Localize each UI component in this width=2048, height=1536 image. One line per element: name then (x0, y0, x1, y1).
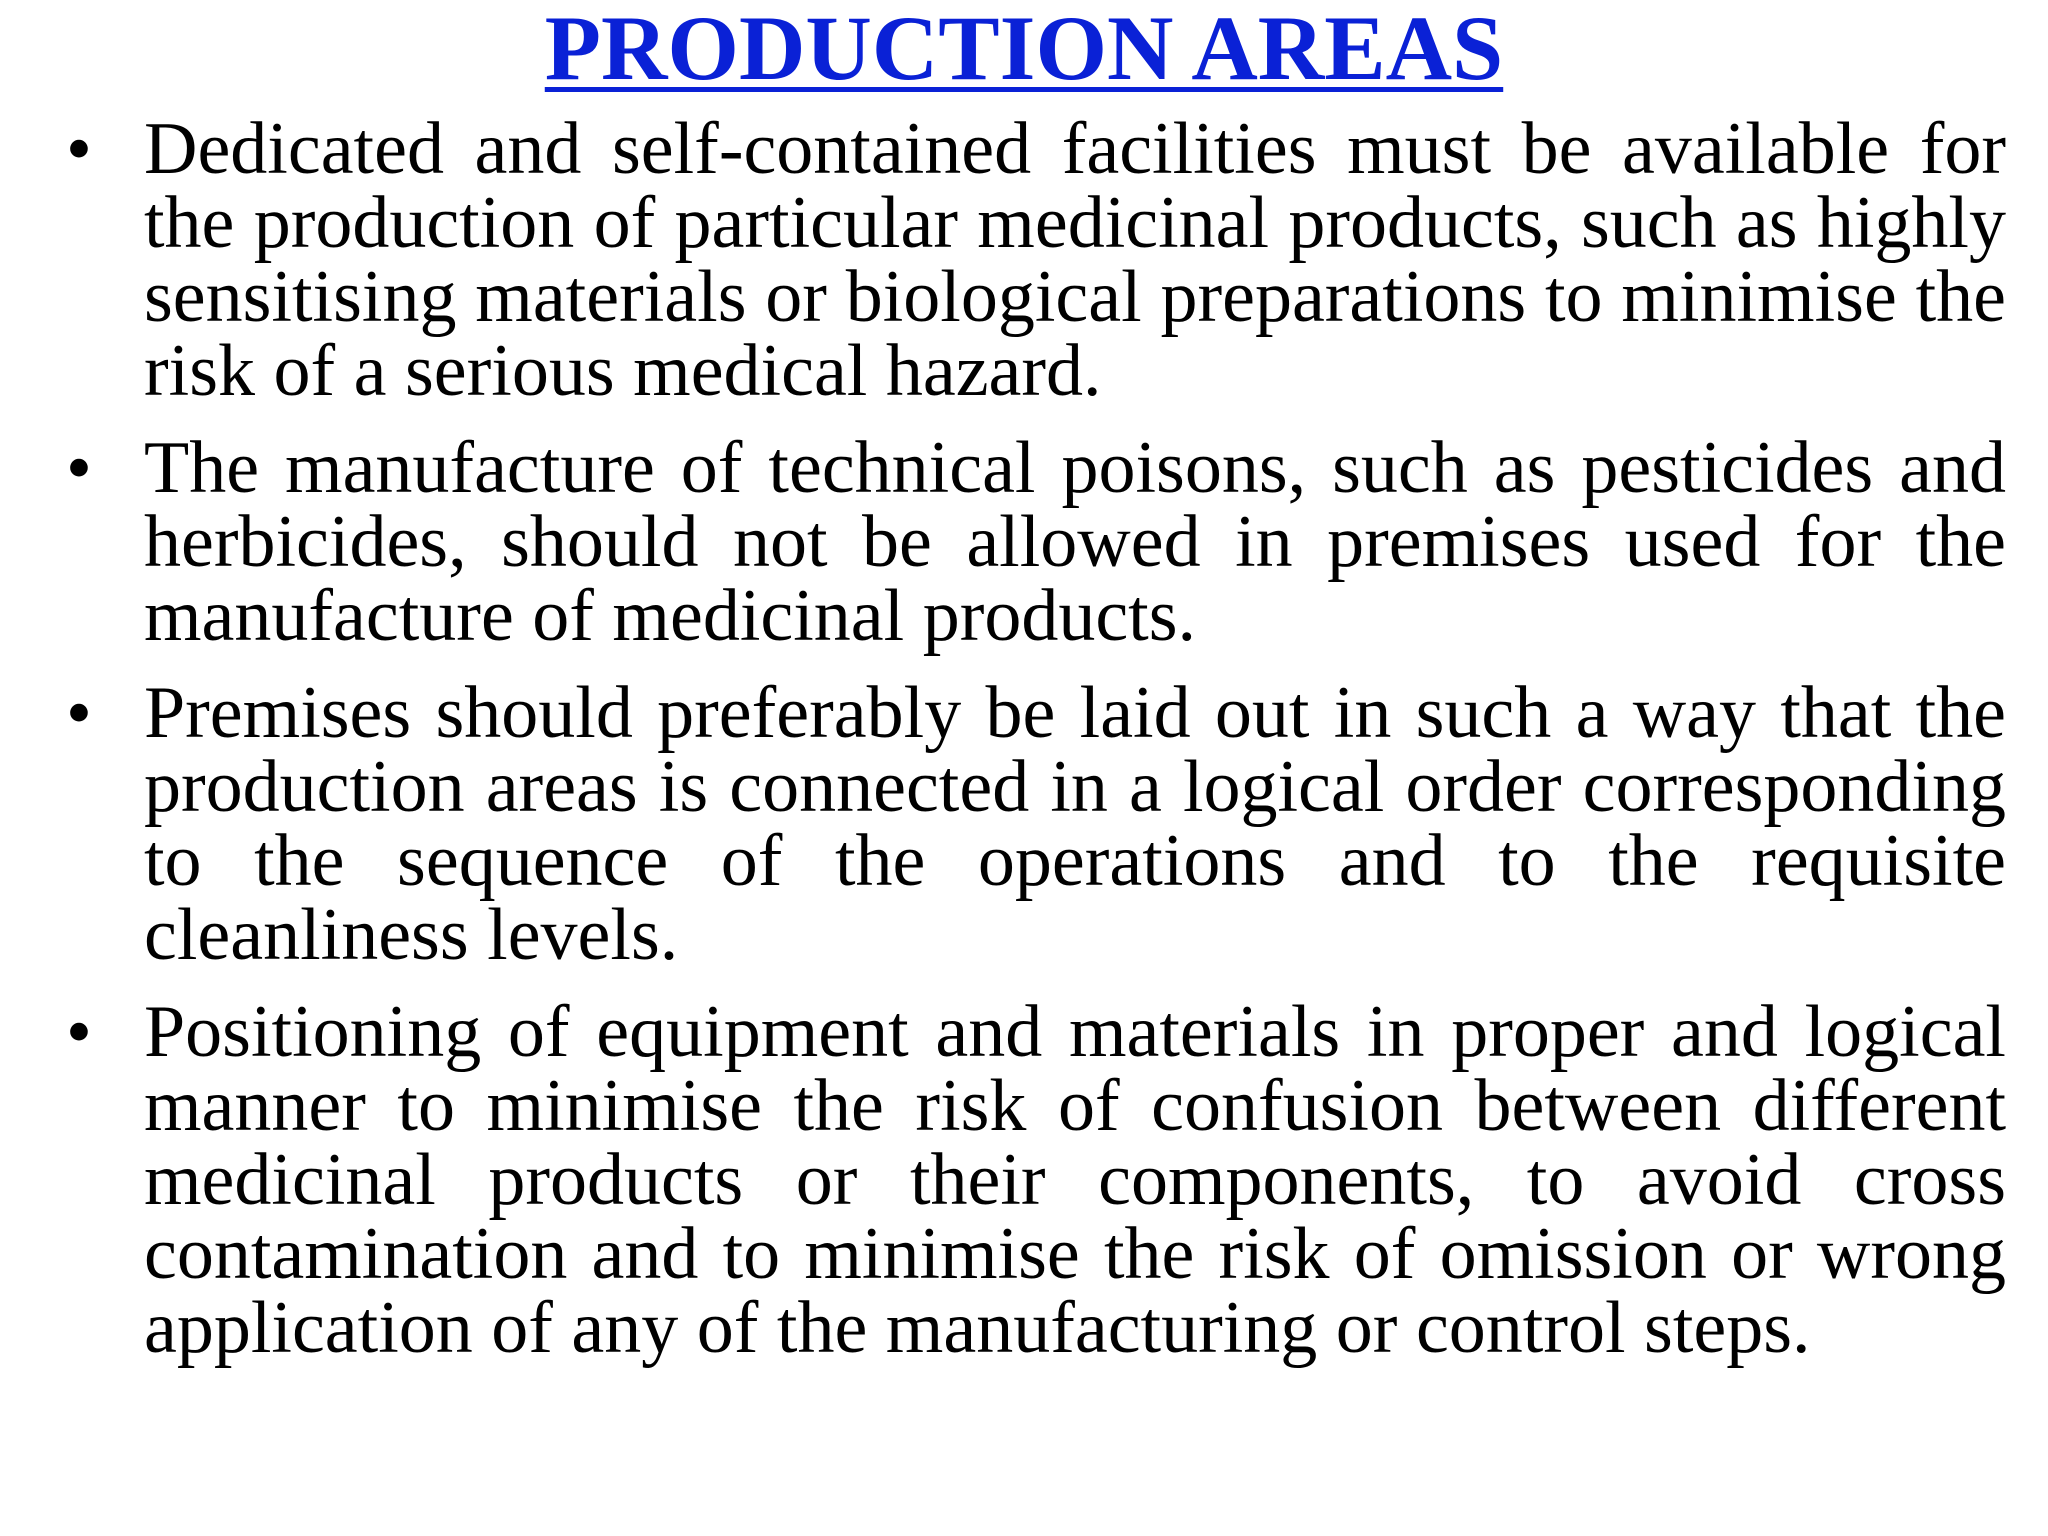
bullet-text: The manufacture of technical poisons, such as pesticides and herbicides, should not be allowed in premises used for the manufacture of medicinal products. (144, 427, 2006, 657)
bullet-text: Premises should preferably be laid out in such a way that the production areas is connected in a logical order corresponding to the sequence of the operations and to the requisite cleanliness levels. (144, 672, 2006, 976)
bullet-item (56, 108, 2006, 412)
bullet-dot-icon: • (66, 108, 92, 190)
bullet-list (56, 108, 2006, 1388)
bullet-dot-icon: • (66, 991, 92, 1073)
slide-title-text: PRODUCTION AREAS (544, 0, 1504, 99)
bullet-item (56, 427, 2006, 657)
bullet-dot-icon: • (66, 672, 92, 754)
bullet-text: Dedicated and self-contained facilities must be available for the production of particular medicinal products, such as highly sensitising materials or biological preparations to minimise the risk of a serious medical hazard. (144, 108, 2006, 412)
slide-title (0, 0, 2048, 99)
bullet-dot-icon: • (66, 427, 92, 509)
bullet-item (56, 672, 2006, 976)
bullet-text: Positioning of equipment and materials in proper and logical manner to minimise the risk of confusion between different medicinal products or their components, to avoid cross contamination and to minimise the risk of omission or wrong application of any of the manufacturing or control steps. (144, 991, 2006, 1369)
bullet-item (56, 991, 2006, 1369)
